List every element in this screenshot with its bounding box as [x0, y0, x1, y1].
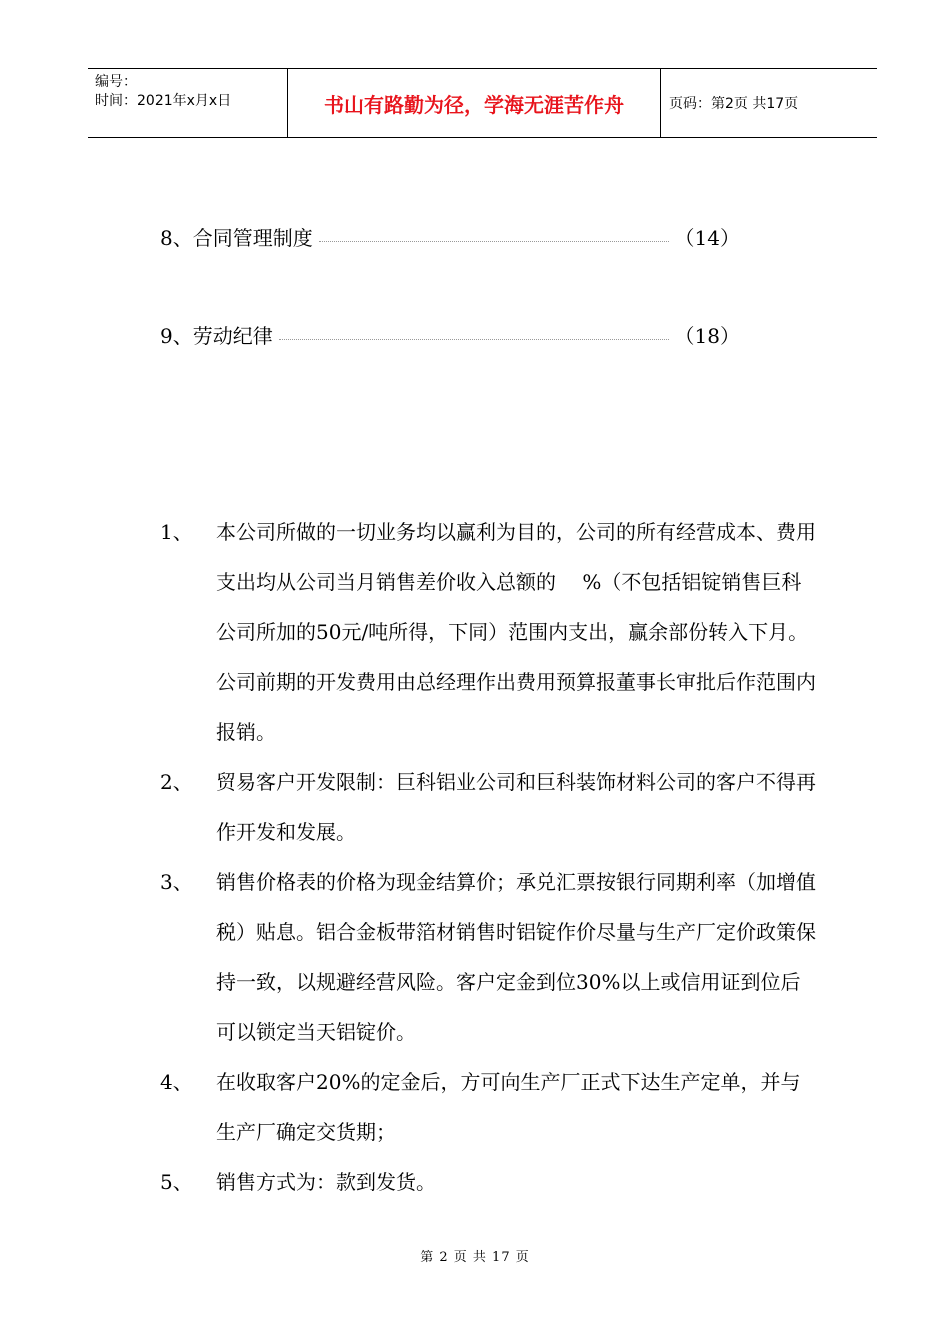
toc-entry — [160, 320, 740, 349]
item-text: 销售价格表的价格为现金结算价；承兑汇票按银行同期利率（加增值税）贴息。铝合金板带箔材销售时铝锭作价尽量与生产厂定价政策保持一致，以规避经营风险。客户定金到位30%以上或信用证到位后可以锁定当天铝锭价。 — [216, 870, 816, 1044]
list-item — [160, 1057, 820, 1157]
item-number: 2、 — [160, 770, 193, 794]
toc-page: （14） — [674, 226, 740, 250]
toc-leader — [279, 338, 669, 340]
item-number: 4、 — [160, 1070, 193, 1094]
list-item — [160, 857, 820, 1057]
item-text: 在收取客户20%的定金后，方可向生产厂正式下达生产定单，并与生产厂确定交货期； — [216, 1070, 801, 1144]
toc-label: 8、合同管理制度 — [160, 226, 313, 250]
item-number: 1、 — [160, 520, 193, 544]
time-label: 时间：2021年x月x日 — [95, 93, 232, 109]
item-number: 5、 — [160, 1170, 193, 1194]
header-motto: 书山有路勤为径，学海无涯苦作舟 — [288, 69, 661, 137]
toc-page: （18） — [674, 324, 740, 348]
list-item — [160, 1157, 820, 1207]
page-footer: 第 2 页 共 17 页 — [420, 1250, 530, 1265]
item-text: 本公司所做的一切业务均以赢利为目的，公司的所有经营成本、费用支出均从公司当月销售差价收入总额的 %（不包括铝锭销售巨科公司所加的50元/吨所得，下同）范围内支出，赢余部份转入下月。公司前期的开发费用由总经理作出费用预算报董事长审批后作范围内报销。 — [216, 520, 816, 744]
item-number: 3、 — [160, 870, 193, 894]
list-item — [160, 507, 820, 757]
toc-label: 9、劳动纪律 — [160, 324, 273, 348]
number-label: 编号： — [95, 74, 137, 90]
item-text: 贸易客户开发限制：巨科铝业公司和巨科装饰材料公司的客户不得再作开发和发展。 — [216, 770, 816, 844]
list-item — [160, 757, 820, 857]
toc-entry — [160, 222, 740, 251]
page-header — [88, 68, 877, 138]
toc-leader — [319, 240, 669, 242]
item-text: 销售方式为：款到发货。 — [216, 1170, 436, 1194]
header-meta — [88, 69, 288, 137]
header-page-info: 页码：第2页 共17页 — [669, 96, 799, 112]
